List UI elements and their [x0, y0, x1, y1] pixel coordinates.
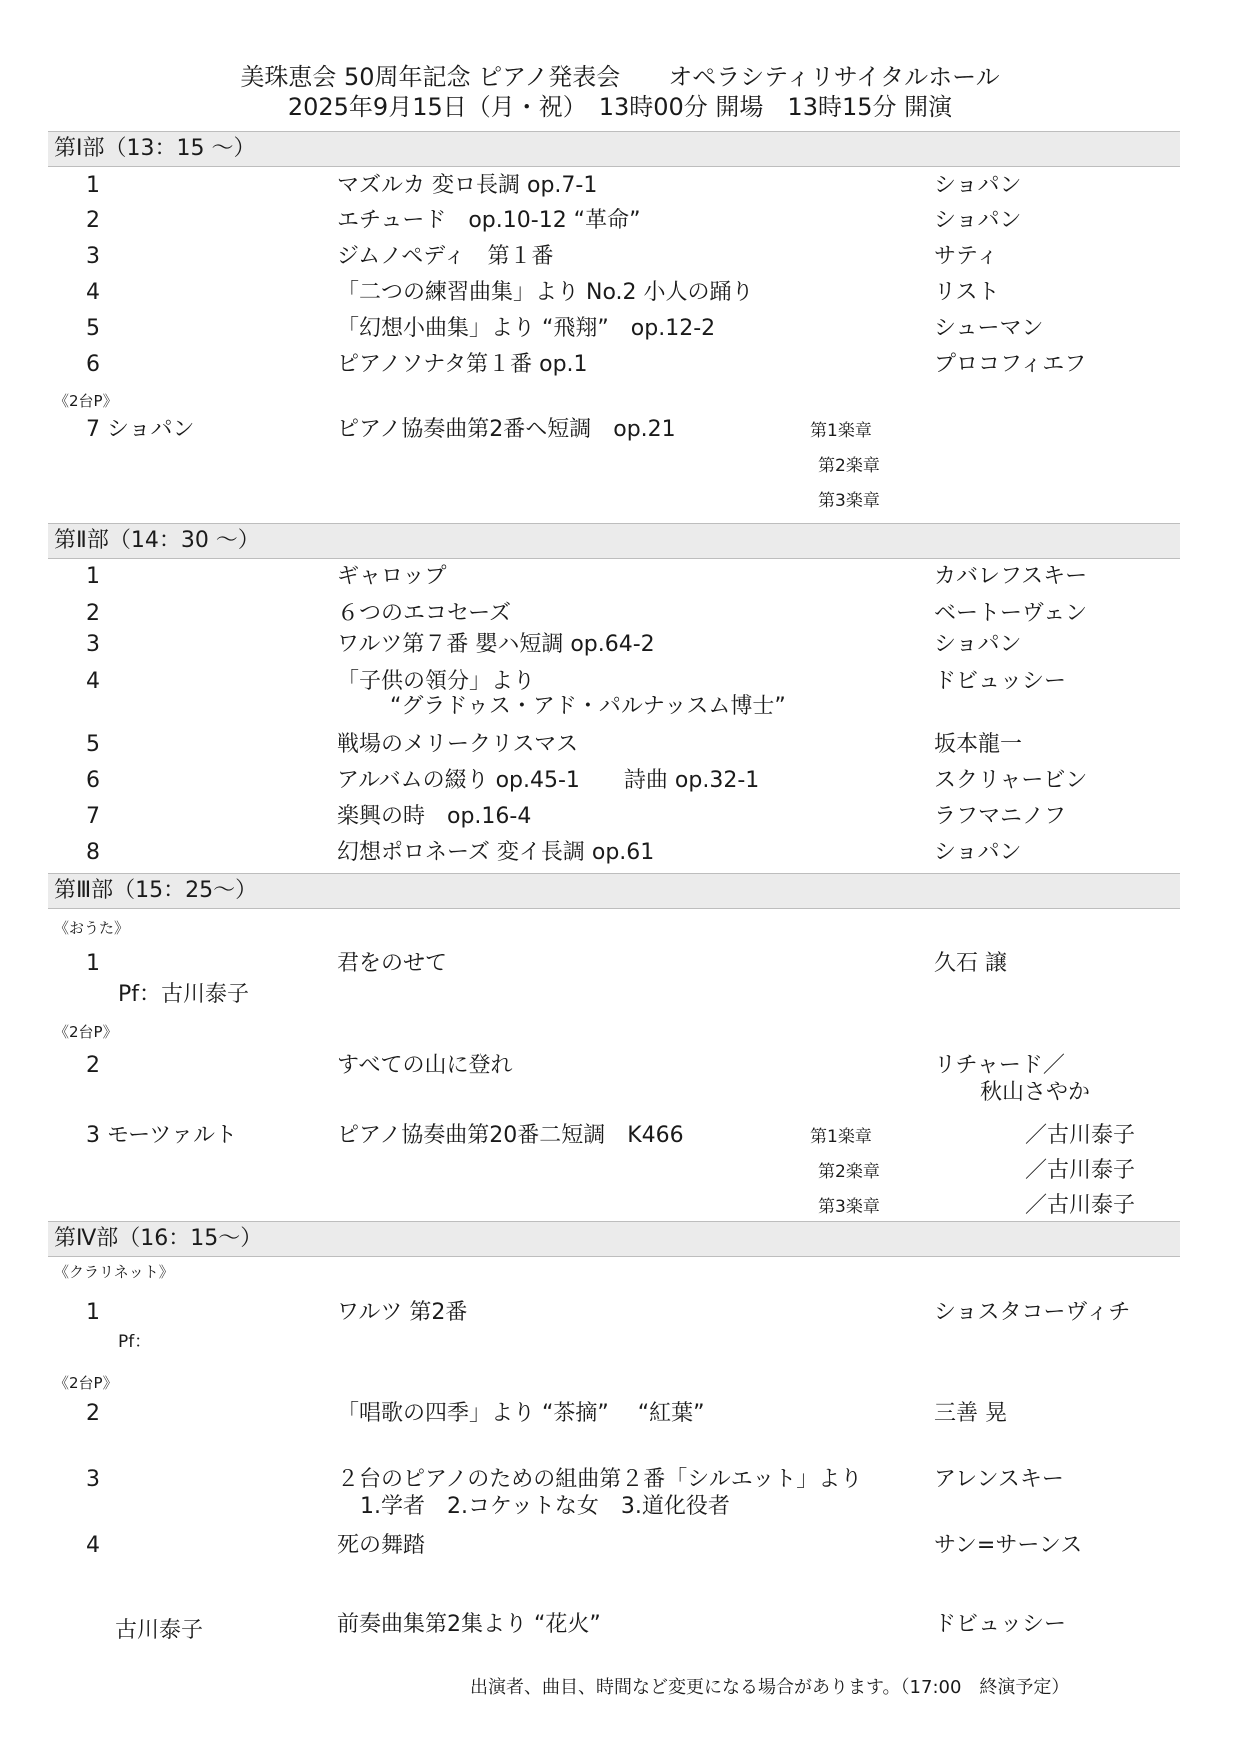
composer: ショパン [934, 632, 1022, 657]
performer: 古川泰子 [115, 1618, 204, 1643]
item-number: 4 [86, 1533, 100, 1558]
item-number: 8 [86, 840, 100, 865]
piece-title: 死の舞踏 [337, 1533, 426, 1558]
piece-title: ワルツ第７番 嬰ハ短調 op.64-2 [337, 632, 655, 657]
piece-title: ジムノペディ 第１番 [337, 244, 554, 269]
composer: リスト [934, 280, 1000, 305]
piece-title: 幻想ポロネーズ 変イ長調 op.61 [337, 840, 655, 865]
part4-band [48, 1221, 1180, 1257]
composer: スクリャービン [934, 768, 1088, 793]
pianist: Pf：古川泰子 [118, 982, 250, 1007]
concert-title: 美珠恵会 50周年記念 ピアノ発表会 オペラシティリサイタルホール [240, 63, 1000, 91]
part3-label: 第Ⅲ部（15：25～） [54, 878, 258, 903]
part3-band [48, 873, 1180, 909]
part1-label: 第Ⅰ部（13：15 ～） [54, 136, 256, 161]
item-number-composer: 3 モーツァルト [86, 1123, 238, 1148]
performer: ／古川泰子 [1025, 1193, 1136, 1218]
piece-title: 戦場のメリークリスマス [337, 732, 579, 757]
composer: ショパン [934, 840, 1022, 865]
part2-band [48, 523, 1180, 559]
piece-title: 楽興の時 op.16-4 [337, 804, 532, 829]
piece-subtitle: 1.学者 2.コケットな女 3.道化役者 [360, 1494, 730, 1519]
item-number: 6 [86, 352, 100, 377]
item-number: 2 [86, 1401, 100, 1426]
item-number: 3 [86, 1467, 100, 1492]
composer: ショスタコーヴィチ [934, 1300, 1131, 1325]
duo-piano-tag: 《2台P》 [54, 1023, 118, 1041]
item-number: 5 [86, 316, 100, 341]
item-number: 2 [86, 1053, 100, 1078]
piece-title: ピアノ協奏曲第20番二短調 K466 [337, 1123, 684, 1148]
piece-title: ワルツ 第2番 [337, 1300, 468, 1325]
piece-title: ピアノ協奏曲第2番ヘ短調 op.21 [337, 417, 676, 442]
composer: ラフマニノフ [934, 804, 1067, 829]
item-number: 1 [86, 1300, 100, 1325]
concert-datetime: 2025年9月15日（月・祝） 13時00分 開場 13時15分 開演 [287, 93, 953, 121]
pianist: Pf： [118, 1332, 152, 1352]
movement: 第3楽章 [818, 491, 880, 511]
item-number: 4 [86, 669, 100, 694]
item-number: 3 [86, 244, 100, 269]
composer: カバレフスキー [934, 564, 1088, 589]
piece-title: マズルカ 変ロ長調 op.7-1 [337, 173, 598, 198]
piece-title: 「幻想小曲集」より “飛翔” op.12-2 [337, 316, 716, 341]
piece-title: 「唱歌の四季」より “茶摘” “紅葉” [337, 1401, 705, 1426]
composer: ショパン [934, 173, 1022, 198]
movement: 第1楽章 [810, 421, 872, 441]
item-number: 6 [86, 768, 100, 793]
composer: サティ [934, 244, 999, 269]
duo-piano-tag: 《2台P》 [54, 1374, 118, 1392]
item-number: 3 [86, 632, 100, 657]
composer: シューマン [934, 316, 1044, 341]
movement: 第1楽章 [810, 1127, 872, 1147]
composer: サン=サーンス [934, 1533, 1083, 1558]
item-number: 1 [86, 173, 100, 198]
item-number: 2 [86, 601, 100, 626]
performer: ／古川泰子 [1025, 1123, 1136, 1148]
piece-title: すべての山に登れ [337, 1053, 513, 1078]
part1-band [48, 131, 1180, 167]
composer: 三善 晃 [934, 1401, 1007, 1426]
piece-title: 「子供の領分」より [337, 669, 536, 694]
clarinet-tag: 《クラリネット》 [54, 1263, 174, 1281]
item-number: 5 [86, 732, 100, 757]
composer: ショパン [934, 208, 1022, 233]
vocal-tag: 《おうた》 [54, 919, 130, 937]
performer: ／古川泰子 [1025, 1158, 1136, 1183]
movement: 第3楽章 [818, 1197, 880, 1217]
item-number: 2 [86, 208, 100, 233]
arranger: 秋山さやか [980, 1080, 1091, 1105]
composer: アレンスキー [934, 1467, 1064, 1492]
item-number: 1 [86, 564, 100, 589]
piece-title: ６つのエコセーズ [337, 601, 512, 626]
composer: 坂本龍一 [934, 732, 1023, 757]
piece-title: 君をのせて [337, 951, 448, 976]
footer-note: 出演者、曲目、時間など変更になる場合があります。（17:00 終演予定） [470, 1677, 1070, 1698]
duo-piano-tag: 《2台P》 [54, 392, 118, 410]
item-number-composer: 7 ショパン [86, 417, 195, 442]
piece-title: ギャロップ [337, 564, 447, 589]
composer: 久石 譲 [934, 951, 1007, 976]
movement: 第2楽章 [818, 456, 880, 476]
item-number: 7 [86, 804, 100, 829]
composer: プロコフィエフ [934, 352, 1087, 377]
item-number: 4 [86, 280, 100, 305]
piece-subtitle: “グラドゥス・アド・パルナッスム博士” [390, 694, 786, 719]
piece-title: 「二つの練習曲集」より No.2 小人の踊り [337, 280, 754, 305]
part4-label: 第Ⅳ部（16：15～） [54, 1226, 263, 1251]
composer: リチャード／ [934, 1053, 1065, 1078]
item-number: 1 [86, 951, 100, 976]
piece-title: エチュード op.10-12 “革命” [337, 208, 641, 233]
piece-title: 前奏曲集第2集より “花火” [337, 1612, 601, 1637]
piece-title: ２台のピアノのための組曲第２番「シルエット」より [337, 1467, 863, 1492]
composer: ベートーヴェン [934, 601, 1088, 626]
composer: ドビュッシー [934, 1612, 1067, 1637]
part2-label: 第Ⅱ部（14：30 ～） [54, 528, 260, 553]
piece-title: ピアノソナタ第１番 op.1 [337, 352, 588, 377]
piece-title: アルバムの綴り op.45-1 詩曲 op.32-1 [337, 768, 760, 793]
composer: ドビュッシー [934, 669, 1067, 694]
movement: 第2楽章 [818, 1162, 880, 1182]
